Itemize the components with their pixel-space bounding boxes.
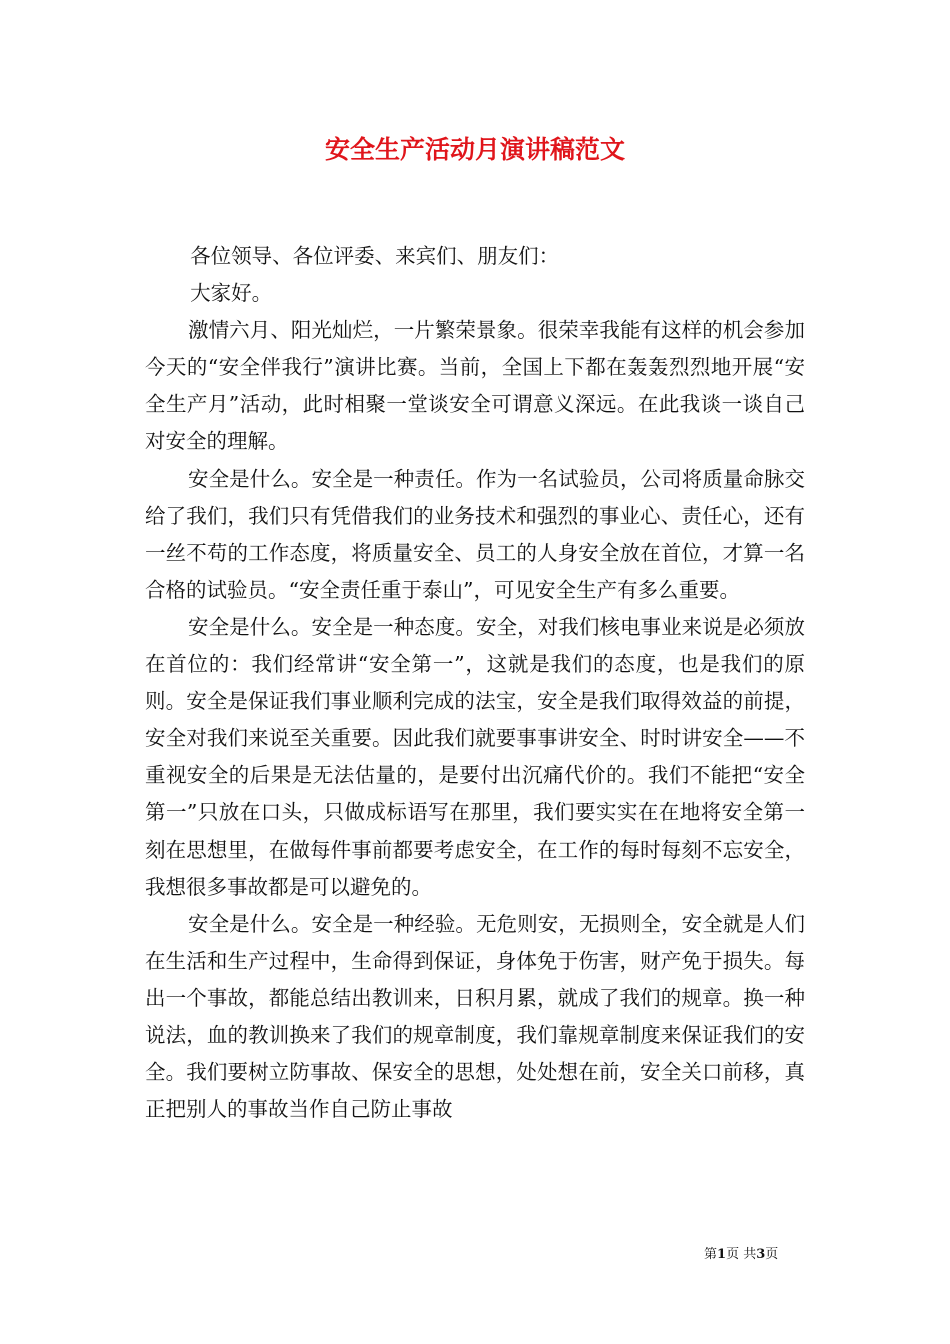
attitude-paragraph: 安全是什么。安全是一种态度。安全，对我们核电事业来说是必须放在首位的：我们经常讲“安全第一”，这就是我们的态度，也是我们的原则。安全是保证我们事业顺利完成的法宝，安全是我们取得效益的前提，安全对我们来说至关重要。因此我们就要事事讲安全、时时讲安全——不重视安全的后果是无法估量的，是要付出沉痛代价的。我们不能把“安全第一”只放在口头，只做成标语写在那里，我们要实实在在地将安全第一刻在思想里，在做每件事前都要考虑安全，在工作的每时每刻不忘安全，我想很多事故都是可以避免的。	[145, 614, 805, 899]
page-number-footer	[704, 1246, 814, 1264]
greeting-paragraph: 大家好。	[190, 281, 273, 306]
footer-middle: 页 共	[726, 1247, 757, 1262]
intro-paragraph: 激情六月、阳光灿烂，一片繁荣景象。很荣幸我能有这样的机会参加今天的“安全伴我行”演讲比赛。当前，全国上下都在轰轰烈烈地开展“安全生产月”活动，此时相聚一堂谈安全可谓意义深远。在此我谈一谈自己对安全的理解。	[145, 318, 805, 454]
footer-prefix: 第	[704, 1247, 718, 1262]
document-title: 安全生产活动月演讲稿范文	[324, 135, 625, 164]
responsibility-paragraph: 安全是什么。安全是一种责任。作为一名试验员，公司将质量命脉交给了我们，我们只有凭借我们的业务技术和强烈的事业心、责任心，还有一丝不苟的工作态度，将质量安全、员工的人身安全放在首位，才算一名合格的试验员。“安全责任重于泰山”，可见安全生产有多么重要。	[145, 466, 805, 602]
total-pages-number: 3	[756, 1247, 766, 1262]
salutation-paragraph: 各位领导、各位评委、来宾们、朋友们：	[190, 244, 560, 268]
document-body	[145, 238, 805, 1128]
experience-paragraph: 安全是什么。安全是一种经验。无危则安，无损则全，安全就是人们在生活和生产过程中，生命得到保证，身体免于伤害，财产免于损失。每出一个事故，都能总结出教训来，日积月累，就成了我们的规章。换一种说法，血的教训换来了我们的规章制度，我们靠规章制度来保证我们的安全。我们要树立防事故、保安全的思想，处处想在前，安全关口前移，真正把别人的事故当作自己防止事故	[145, 911, 805, 1122]
current-page-number: 1	[717, 1247, 727, 1262]
footer-suffix: 页	[765, 1247, 779, 1262]
